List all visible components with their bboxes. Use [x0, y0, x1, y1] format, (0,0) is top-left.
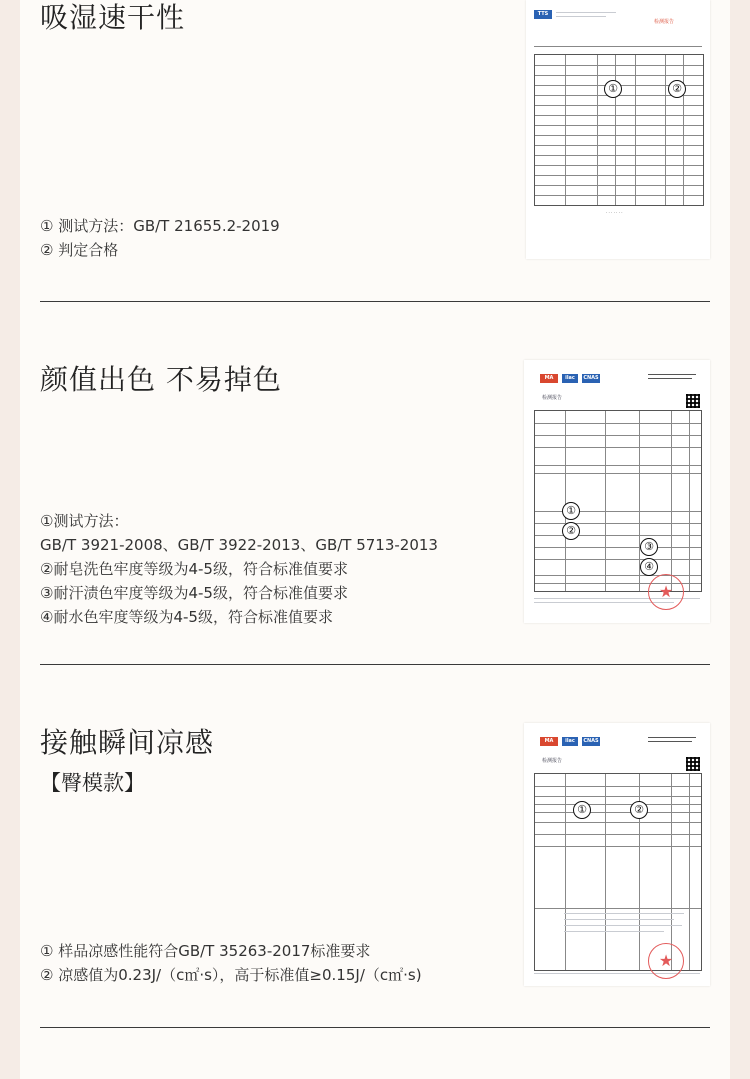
report-marker: ②: [630, 801, 648, 819]
ma-badge: MA: [540, 374, 558, 383]
report-marker: ①: [604, 80, 622, 98]
section-subtitle: 【臀模款】: [40, 771, 145, 795]
section-title: 颜值出色 不易掉色: [40, 363, 282, 396]
note-line: ② 判定合格: [40, 241, 119, 259]
test-report-image: TTS 检测报告 · · · · · · · ① ②: [526, 0, 710, 259]
report-marker: ②: [562, 522, 580, 540]
note-line: ② 凉感值为0.23J/（c㎡·s），高于标准值≥0.15J/（c㎡·s): [40, 966, 422, 984]
section-notes: [40, 509, 438, 629]
ilac-badge: ilac: [562, 737, 578, 746]
note-line: ① 样品凉感性能符合GB/T 35263-2017标准要求: [40, 942, 371, 960]
report-marker: ①: [573, 801, 591, 819]
report-header: [534, 6, 702, 28]
divider: [40, 1027, 710, 1028]
report-title: 检测报告: [542, 758, 563, 764]
report-table: [534, 410, 702, 592]
ma-badge: MA: [540, 737, 558, 746]
cnas-badge: CNAS: [583, 375, 599, 381]
cnas-badge: CNAS: [583, 738, 599, 744]
note-line: ②耐皂洗色牢度等级为4-5级，符合标准值要求: [40, 560, 348, 578]
report-title: 检测报告: [654, 19, 675, 25]
report-table: [534, 54, 704, 206]
note-line: GB/T 3921-2008、GB/T 3922-2013、GB/T 5713-2013: [40, 536, 438, 554]
report-table: [534, 773, 702, 971]
report-title: 检测报告: [542, 395, 563, 401]
tts-logo: TTS: [534, 10, 552, 19]
report-marker: ③: [640, 538, 658, 556]
note-line: ①测试方法：: [40, 512, 129, 530]
section-title: 接触瞬间凉感: [40, 726, 215, 759]
seal-stamp-icon: ★: [648, 574, 684, 610]
section-title: 吸湿速干性: [40, 1, 186, 34]
report-marker: ①: [562, 502, 580, 520]
test-report-image: [524, 360, 710, 623]
qr-code-icon: [686, 394, 700, 408]
section-notes: [40, 939, 422, 987]
note-line: ① 测试方法：GB/T 21655.2-2019: [40, 217, 280, 235]
test-report-image: [524, 723, 710, 986]
seal-stamp-icon: ★: [648, 943, 684, 979]
section-notes: [40, 214, 280, 262]
ilac-badge: ilac: [562, 374, 578, 383]
report-marker: ②: [668, 80, 686, 98]
report-marker: ④: [640, 558, 658, 576]
note-line: ④耐水色牢度等级为4-5级，符合标准值要求: [40, 608, 333, 626]
qr-code-icon: [686, 757, 700, 771]
note-line: ③耐汗渍色牢度等级为4-5级，符合标准值要求: [40, 584, 348, 602]
